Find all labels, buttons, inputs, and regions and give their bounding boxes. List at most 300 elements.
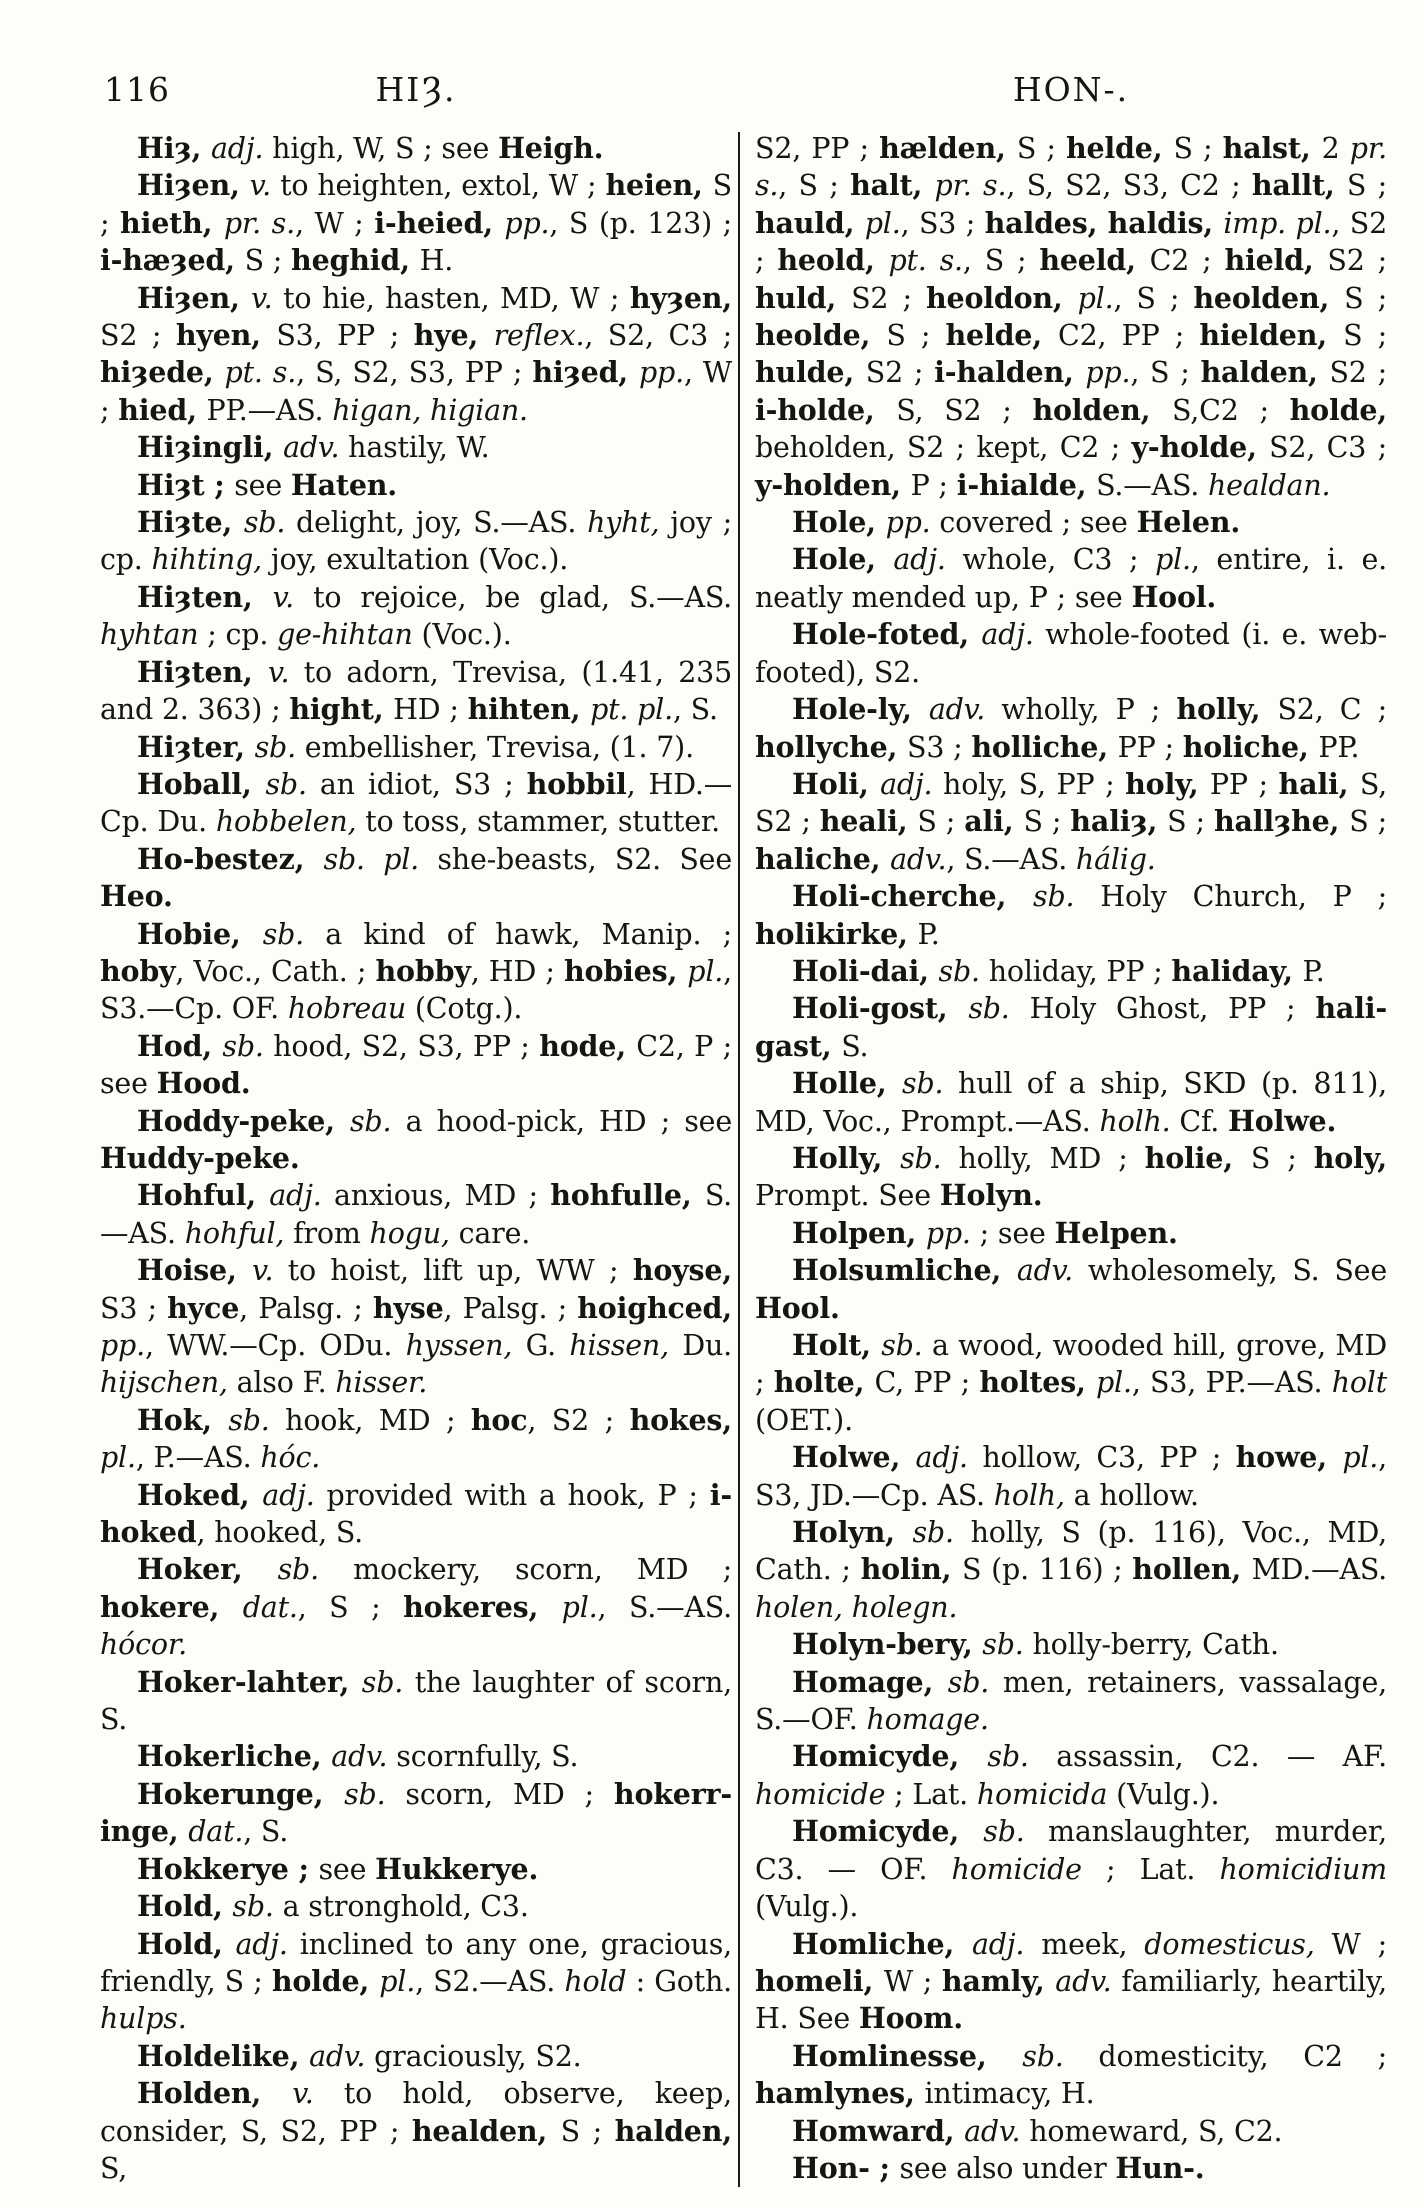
bold-text: i-hoked <box>100 1477 732 1550</box>
plain-text: to heighten, extol, W ; <box>271 169 606 203</box>
italic-text: pp. <box>1085 356 1131 390</box>
plain-text: care. <box>449 1216 531 1250</box>
italic-text: hóc. <box>260 1441 321 1475</box>
plain-text: hook, MD ; <box>269 1403 471 1437</box>
plain-text: , S2 ; <box>527 1403 630 1437</box>
plain-text: C2, PP ; <box>1058 319 1200 353</box>
bold-text: holikirke, <box>755 916 918 951</box>
plain-text: PP ; <box>1117 730 1183 764</box>
bold-text: hight, <box>289 692 394 727</box>
bold-text: hode, <box>539 1028 637 1063</box>
dictionary-entry <box>100 2075 732 2187</box>
plain-text: , W ; <box>294 206 375 240</box>
plain-text: , S, S2, S3, PP ; <box>296 356 533 390</box>
italic-text: hold <box>564 1964 627 1998</box>
italic-text: adj. <box>893 543 946 577</box>
plain-text: Prompt. See <box>755 1179 940 1213</box>
bold-text: hiȝed, <box>532 355 639 390</box>
plain-text: delight, joy, S.—AS. <box>285 506 588 540</box>
bold-text: hali-gast, <box>755 991 1387 1063</box>
bold-text: helde, <box>945 318 1059 353</box>
dictionary-entry <box>100 467 732 504</box>
bold-text: haldes, haldis, <box>984 205 1224 240</box>
plain-text: Cf. <box>1170 1104 1229 1138</box>
plain-text: , S (p. 123) ; <box>549 206 733 240</box>
bold-text: Holly, <box>792 1140 901 1175</box>
plain-text: wholesomely, S. See <box>1073 1254 1387 1288</box>
plain-text: 2 <box>1321 132 1350 165</box>
plain-text: see <box>234 468 291 502</box>
italic-text: hyssen, <box>405 1329 513 1362</box>
bold-text: i-hæȝed, <box>100 243 245 278</box>
italic-text: adj. <box>981 618 1034 652</box>
italic-text: holen, holegn. <box>755 1590 958 1624</box>
dictionary-entry <box>100 1177 732 1252</box>
plain-text: embellisher, Trevisa, (1. 7). <box>295 730 694 764</box>
italic-text: adv. <box>928 693 986 727</box>
dictionary-entry <box>100 1477 732 1552</box>
plain-text: , S3 ; <box>900 206 985 240</box>
italic-text: pl. <box>100 1441 136 1475</box>
italic-text: pl. <box>687 954 724 988</box>
bold-text: holy, <box>1125 766 1210 801</box>
bold-text: hobies, <box>564 953 688 988</box>
bold-text: holte, <box>773 1365 875 1400</box>
bold-text: Heo. <box>100 879 173 914</box>
plain-text: homeward, S, C2. <box>1020 2114 1283 2148</box>
plain-text: , WW.—Cp. ODu. <box>144 1329 406 1362</box>
italic-text: pp. <box>639 356 684 390</box>
plain-text: S.—AS. <box>1096 468 1208 502</box>
plain-text: beholden, S2 ; kept, C2 ; <box>755 431 1132 465</box>
italic-text: sb. <box>228 1403 270 1437</box>
bold-text: Huddy-peke. <box>100 1140 300 1175</box>
italic-text: adj. <box>210 132 264 165</box>
plain-text: S3, PP ; <box>276 319 414 353</box>
bold-text: hoighced, <box>577 1290 733 1325</box>
italic-text: sb. <box>222 1029 264 1063</box>
italic-text: sb. pl. <box>323 842 420 876</box>
italic-text: sb. <box>982 1628 1024 1662</box>
bold-text: hulde, <box>755 355 866 390</box>
plain-text: PP.—AS. <box>206 393 333 427</box>
bold-text: Homicyde, <box>792 1814 984 1849</box>
bold-text: hihten, <box>467 692 591 727</box>
plain-text: S (p. 116) ; <box>962 1553 1133 1587</box>
plain-text: an idiot, S3 ; <box>306 767 527 801</box>
plain-text: anxious, MD ; <box>321 1179 551 1213</box>
plain-text: graciously, S2. <box>365 2039 582 2073</box>
bold-text: halden, <box>614 2113 732 2148</box>
italic-text: sb. <box>947 1665 990 1699</box>
bold-text: holin, <box>860 1552 963 1587</box>
plain-text: familiarly, heartily, H. See <box>755 1964 1387 2036</box>
bold-text: holie, <box>1144 1140 1251 1175</box>
plain-text: (Vulg.). <box>755 1890 859 1924</box>
italic-text: domesticus, <box>1144 1927 1315 1961</box>
plain-text: joy, exultation (Voc.). <box>261 543 569 577</box>
plain-text: ; see <box>970 1216 1055 1250</box>
italic-text: homicidium <box>1219 1852 1387 1886</box>
dictionary-entry <box>100 579 732 654</box>
running-head-right: HON-. <box>1012 70 1130 109</box>
italic-text: hohful, <box>184 1216 285 1250</box>
plain-text: , S, S2, S3, C2 ; <box>1006 169 1252 203</box>
bold-text: hali, <box>1278 766 1360 801</box>
bold-text: Hukkerye. <box>375 1851 539 1886</box>
plain-text: S ; <box>1250 1141 1314 1175</box>
italic-text: hisser. <box>335 1366 428 1400</box>
bold-text: heien, <box>605 168 713 203</box>
bold-text: Hoise, <box>137 1253 252 1288</box>
bold-text: homeli, <box>755 1963 884 1998</box>
italic-text: pt. s. <box>888 244 963 278</box>
bold-text: Hokerliche, <box>137 1739 332 1774</box>
plain-text: C, PP ; <box>874 1366 980 1400</box>
italic-text: adj. <box>915 1441 968 1475</box>
dictionary-entry <box>755 1140 1387 1215</box>
bold-text: hamlynes, <box>755 2076 925 2111</box>
dictionary-entry <box>755 1664 1387 1739</box>
plain-text: , S. <box>243 1815 289 1849</box>
bold-text: Heigh. <box>498 131 604 165</box>
dictionary-entry <box>755 2038 1387 2113</box>
plain-text: PP. <box>1318 730 1360 764</box>
plain-text: , S3.—Cp. OF. <box>100 954 732 1026</box>
bold-text: hyse <box>372 1290 444 1325</box>
plain-text: G. <box>512 1329 570 1362</box>
columns-container <box>100 130 1387 2187</box>
plain-text: S2 ; <box>1329 356 1387 390</box>
bold-text: holly, <box>1176 692 1278 727</box>
plain-text: S ; <box>1016 132 1066 165</box>
italic-text: adv. <box>331 1740 388 1774</box>
italic-text: ge-hihtan <box>277 618 413 652</box>
bold-text: hokere, <box>100 1589 243 1624</box>
italic-text: sb. <box>912 1516 954 1550</box>
dictionary-entry <box>100 429 732 466</box>
plain-text: hood, S2, S3, PP ; <box>263 1029 540 1063</box>
plain-text: holly, MD ; <box>941 1141 1145 1175</box>
dictionary-entry <box>100 1776 732 1851</box>
dictionary-entry <box>100 1402 732 1477</box>
plain-text: S ; <box>1167 805 1214 839</box>
bold-text: Hole-foted, <box>792 617 982 652</box>
dictionary-entry <box>755 691 1387 766</box>
dictionary-entry <box>100 1851 732 1888</box>
dictionary-entry <box>755 1626 1387 1663</box>
italic-text: pt. s. <box>224 356 297 390</box>
italic-text: sb. <box>902 1067 944 1101</box>
plain-text: manslaughter, murder, C3. — OF. <box>755 1815 1387 1886</box>
plain-text: S ; <box>1343 319 1387 353</box>
bold-text: Hon- ; <box>792 2150 900 2185</box>
bold-text: Holsumliche, <box>792 1253 1017 1288</box>
italic-text: healdan. <box>1207 468 1331 502</box>
bold-text: hoyse, <box>632 1253 733 1288</box>
plain-text: , HD ; <box>470 954 564 988</box>
left-column <box>100 130 732 2187</box>
italic-text: adv. <box>1055 1964 1112 1998</box>
bold-text: hohfulle, <box>550 1178 705 1213</box>
italic-text: adv. <box>1016 1254 1074 1288</box>
dictionary-entry <box>100 1888 732 1925</box>
bold-text: hyce <box>167 1290 240 1325</box>
italic-text: adj. <box>235 1927 288 1961</box>
italic-text: v. <box>251 281 273 315</box>
bold-text: Haten. <box>290 467 398 502</box>
italic-text: sb. <box>243 506 286 540</box>
bold-text: heoldon, <box>925 280 1078 315</box>
plain-text: S ; <box>244 244 292 278</box>
plain-text: Holy Church, P ; <box>1074 880 1387 914</box>
italic-text: hijschen, <box>100 1366 228 1400</box>
italic-text: pp. <box>100 1329 145 1362</box>
dictionary-entry <box>100 1551 732 1663</box>
plain-text: wholly, P ; <box>985 693 1177 727</box>
italic-text: hogu, <box>369 1216 450 1250</box>
italic-text: higan, higian. <box>332 393 528 427</box>
plain-text: S ; <box>886 319 946 353</box>
plain-text: , W ; <box>100 356 733 427</box>
plain-text: scornfully, S. <box>387 1740 579 1774</box>
bold-text: hiȝede, <box>100 355 225 390</box>
dictionary-entry <box>755 766 1387 878</box>
dictionary-entry <box>100 1252 732 1402</box>
plain-text: , S ; <box>297 1590 404 1624</box>
bold-text: Hiȝ, <box>137 131 211 165</box>
bold-text: haliday, <box>1171 953 1303 988</box>
plain-text: men, retainers, vassalage, S.—OF. <box>755 1665 1387 1737</box>
italic-text: pl. <box>1342 1441 1379 1475</box>
bold-text: Hun-. <box>1115 2150 1205 2185</box>
bold-text: hokeres, <box>403 1589 562 1624</box>
plain-text: S ; <box>560 2114 615 2148</box>
plain-text: holly-berry, Cath. <box>1023 1628 1279 1662</box>
plain-text: to hold, observe, keep, consider, S, S2, PP ; <box>100 2077 732 2148</box>
plain-text: covered ; see <box>930 506 1137 540</box>
italic-text: v. <box>267 655 290 689</box>
bold-text: hokes, <box>629 1402 732 1437</box>
bold-text: holliche, <box>971 729 1118 764</box>
bold-text: Hobie, <box>137 916 263 951</box>
plain-text: S2 ; <box>1327 244 1388 278</box>
bold-text: Hool. <box>755 1290 840 1325</box>
plain-text: C2 ; <box>1149 244 1225 278</box>
italic-text: hyht, <box>587 506 660 540</box>
bold-text: Hiȝten, <box>137 579 273 614</box>
bold-text: hallȝhe, <box>1213 804 1350 839</box>
bold-text: Hoom. <box>858 2001 963 2036</box>
bold-text: Helen. <box>1136 505 1241 540</box>
italic-text: sb. <box>254 730 296 764</box>
plain-text: S ; <box>100 169 732 240</box>
plain-text: (Cotg.). <box>406 992 523 1026</box>
plain-text: S. <box>841 1029 869 1063</box>
italic-text: adj. <box>880 767 933 801</box>
bold-text: Holi-dai, <box>792 953 939 988</box>
plain-text: S, <box>100 2151 128 2185</box>
bold-text: holde, <box>1289 392 1387 427</box>
italic-text: hobreau <box>287 992 407 1026</box>
bold-text: Hoball, <box>137 766 266 801</box>
column-rule <box>738 132 740 2187</box>
bold-text: Homliche, <box>792 1926 972 1961</box>
plain-text: S2 ; <box>851 281 926 315</box>
bold-text: ali, <box>964 804 1024 839</box>
italic-text: adv. <box>964 2114 1021 2148</box>
italic-text: pr. s. <box>934 169 1007 203</box>
bold-text: y-holden, <box>755 467 911 502</box>
plain-text: MD.—AS. <box>1251 1553 1387 1587</box>
bold-text: hollen, <box>1132 1552 1252 1587</box>
bold-text: Homlinesse, <box>792 2038 1023 2073</box>
plain-text: S.—AS. <box>100 1179 732 1250</box>
bold-text: heold, <box>777 243 889 278</box>
plain-text: to adorn, Trevisa, (1.41, 235 and 2. 363) ; <box>100 655 732 727</box>
italic-text: hócor. <box>100 1628 187 1662</box>
bold-text: haliche, <box>755 841 891 876</box>
italic-text: pr. s. <box>755 132 1387 203</box>
plain-text: S2 ; <box>100 319 176 353</box>
dictionary-entry <box>100 2038 732 2075</box>
bold-text: Holwe, <box>792 1440 916 1475</box>
plain-text: , S2.—AS. <box>415 1964 565 1998</box>
bold-text: Helpen. <box>1054 1215 1178 1250</box>
italic-text: homicida <box>976 1777 1108 1811</box>
bold-text: Homicyde, <box>792 1739 988 1774</box>
plain-text: intimacy, H. <box>924 2077 1095 2111</box>
italic-text: sb. <box>265 767 307 801</box>
bold-text: Hold, <box>137 1889 233 1924</box>
italic-text: sb. <box>1022 2039 1064 2073</box>
italic-text: hissen, <box>569 1329 669 1362</box>
italic-text: pp. <box>504 206 550 240</box>
italic-text: pp. <box>925 1216 971 1250</box>
bold-text: Hod, <box>137 1028 223 1063</box>
plain-text: , S ; <box>1130 356 1201 390</box>
italic-text: v. <box>249 169 272 203</box>
plain-text: , S ; <box>778 169 851 203</box>
italic-text: hyhtan <box>100 618 199 652</box>
italic-text: pr. s. <box>223 206 295 240</box>
italic-text: holt <box>1331 1366 1387 1400</box>
italic-text: adv. <box>309 2039 366 2073</box>
bold-text: hyȝen, <box>629 280 732 315</box>
plain-text: S, S2 ; <box>755 767 1387 839</box>
bold-text: hyen, <box>175 318 277 353</box>
dictionary-entry <box>755 1813 1387 1925</box>
dictionary-entry <box>755 504 1387 541</box>
plain-text: , hooked, S. <box>196 1516 364 1550</box>
plain-text: see <box>318 1852 376 1886</box>
plain-text: P. <box>917 917 940 951</box>
dictionary-entry <box>100 1028 732 1103</box>
bold-text: Ho-bestez, <box>137 841 324 876</box>
dictionary-entry <box>755 953 1387 990</box>
bold-text: halden, <box>1200 355 1330 390</box>
page-number: 116 <box>104 70 170 109</box>
plain-text: S,C2 ; <box>1171 393 1290 427</box>
italic-text: sb. <box>900 1141 942 1175</box>
dictionary-entry <box>755 541 1387 616</box>
plain-text: from <box>284 1216 370 1250</box>
plain-text: PP ; <box>1209 767 1279 801</box>
italic-text: pl. <box>1095 1366 1132 1400</box>
plain-text: , Voc., Cath. ; <box>175 954 376 988</box>
dictionary-entry <box>755 1514 1387 1626</box>
dictionary-entry <box>100 167 732 279</box>
plain-text: S, S2 ; <box>896 393 1033 427</box>
plain-text: to rejoice, be glad, S.—AS. <box>294 580 733 614</box>
bold-text: Holi-gost, <box>792 991 969 1026</box>
plain-text: S ; <box>1173 132 1223 165</box>
bold-text: Hokerunge, <box>137 1776 345 1811</box>
plain-text: she-beasts, S2. See <box>419 842 732 876</box>
bold-text: Hoker-lahter, <box>137 1664 362 1699</box>
bold-text: halt, <box>850 168 935 203</box>
bold-text: hokerr-inge, <box>100 1776 732 1849</box>
bold-text: helde, <box>1065 131 1174 165</box>
plain-text: , S ; <box>1113 281 1194 315</box>
bold-text: hamly, <box>941 1963 1056 1998</box>
italic-text: sb. <box>277 1553 319 1587</box>
bold-text: hield, <box>1224 243 1328 278</box>
plain-text: whole, C3 ; <box>945 543 1156 577</box>
plain-text: (Voc.). <box>412 618 512 652</box>
plain-text: whole-footed (i. e. web-footed), S2. <box>755 618 1387 689</box>
italic-text: pl. <box>561 1590 598 1624</box>
bold-text: howe, <box>1235 1440 1343 1475</box>
bold-text: i-halden, <box>934 355 1086 390</box>
dictionary-entry <box>100 841 732 916</box>
plain-text: Du. <box>668 1329 732 1362</box>
plain-text: HD ; <box>393 693 468 727</box>
bold-text: i-heied, <box>374 205 505 240</box>
italic-text: dat. <box>242 1590 298 1624</box>
italic-text: imp. pl. <box>1223 206 1332 240</box>
plain-text: , S. <box>672 693 718 727</box>
plain-text: , S2, C3 ; <box>584 319 732 353</box>
plain-text: a hollow. <box>1064 1478 1199 1512</box>
plain-text: , S3, PP.—AS. <box>1131 1366 1332 1400</box>
italic-text: sb. <box>881 1329 923 1362</box>
plain-text: S2, PP ; <box>755 132 880 165</box>
plain-text: , S.—AS. <box>946 842 1076 876</box>
bold-text: heeld, <box>1039 243 1150 278</box>
bold-text: hoc <box>470 1402 528 1437</box>
bold-text: heolde, <box>755 318 887 353</box>
dictionary-entry <box>100 1103 732 1178</box>
italic-text: hobbelen, <box>215 805 357 839</box>
plain-text: , S2 ; <box>755 206 1388 278</box>
bold-text: heali, <box>819 804 918 839</box>
italic-text: sb. <box>983 1815 1025 1849</box>
plain-text: S ; <box>1023 805 1071 839</box>
dictionary-entry <box>755 1065 1387 1140</box>
italic-text: sb. <box>350 1104 392 1138</box>
plain-text: joy ; cp. <box>100 506 732 577</box>
plain-text: mockery, scorn, MD ; <box>318 1553 732 1587</box>
italic-text: pl. <box>864 206 901 240</box>
italic-text: pt. pl. <box>590 693 673 727</box>
bold-text: Holyn-bery, <box>792 1627 983 1662</box>
bold-text: hielden, <box>1199 318 1344 353</box>
plain-text: , Palsg. ; <box>443 1291 578 1325</box>
bold-text: Hiȝingli, <box>137 430 284 465</box>
bold-text: healden, <box>411 2113 561 2148</box>
dictionary-entry <box>755 1439 1387 1514</box>
